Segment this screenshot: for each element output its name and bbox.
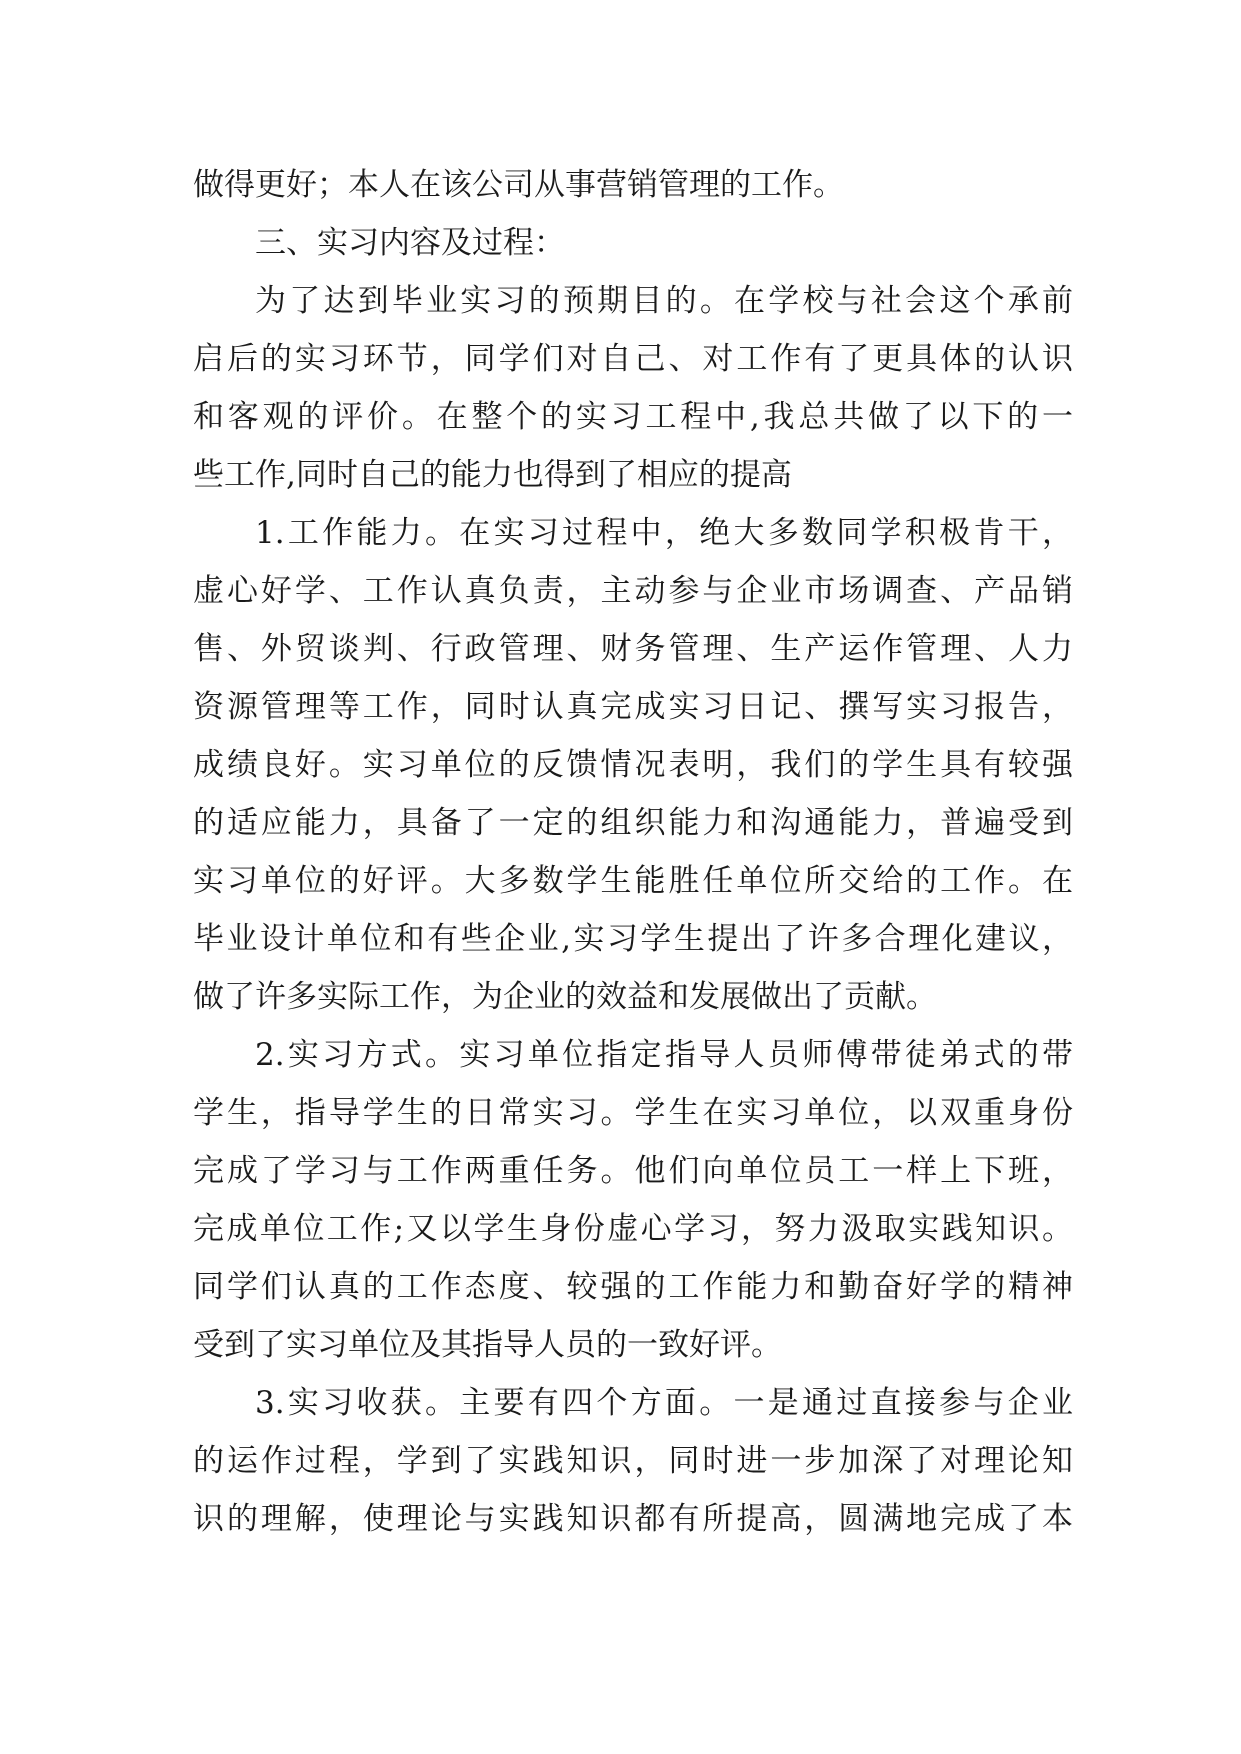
text-line: 的适应能力，具备了一定的组织能力和沟通能力，普遍受到: [193, 805, 1073, 841]
text-line: 为了达到毕业实习的预期目的。在学校与社会这个承前: [255, 283, 1073, 319]
text-line: 售、外贸谈判、行政管理、财务管理、生产运作管理、人力: [193, 631, 1073, 667]
text-line: 受到了实习单位及其指导人员的一致好评。: [193, 1327, 782, 1363]
text-line: 资源管理等工作，同时认真完成实习日记、撰写实习报告，: [193, 689, 1073, 725]
text-line: 完成单位工作;又以学生身份虚心学习，努力汲取实践知识。: [193, 1211, 1073, 1247]
text-line: 的运作过程，学到了实践知识，同时进一步加深了对理论知: [193, 1443, 1073, 1479]
text-line: 些工作,同时自己的能力也得到了相应的提高: [193, 457, 792, 493]
text-line: 毕业设计单位和有些企业,实习学生提出了许多合理化建议，: [193, 921, 1073, 957]
text-line: 识的理解，使理论与实践知识都有所提高，圆满地完成了本: [193, 1501, 1073, 1537]
text-line: 完成了学习与工作两重任务。他们向单位员工一样上下班，: [193, 1153, 1073, 1189]
text-line: 做了许多实际工作，为企业的效益和发展做出了贡献。: [193, 979, 937, 1015]
text-line: 实习单位的好评。大多数学生能胜任单位所交给的工作。在: [193, 863, 1073, 899]
text-line: 1.工作能力。在实习过程中，绝大多数同学积极肯干，: [255, 515, 1073, 551]
text-line: 成绩良好。实习单位的反馈情况表明，我们的学生具有较强: [193, 747, 1073, 783]
text-line: 启后的实习环节，同学们对自己、对工作有了更具体的认识: [193, 341, 1073, 377]
text-line: 和客观的评价。在整个的实习工程中,我总共做了以下的一: [193, 399, 1073, 435]
text-line: 2.实习方式。实习单位指定指导人员师傅带徒弟式的带: [255, 1037, 1073, 1073]
text-line: 同学们认真的工作态度、较强的工作能力和勤奋好学的精神: [193, 1269, 1073, 1305]
text-line: 虚心好学、工作认真负责，主动参与企业市场调查、产品销: [193, 573, 1073, 609]
text-line: 学生，指导学生的日常实习。学生在实习单位，以双重身份: [193, 1095, 1073, 1131]
section-heading: 三、实习内容及过程：: [255, 225, 565, 261]
text-line: 做得更好；本人在该公司从事营销管理的工作。: [193, 167, 844, 203]
text-line: 3.实习收获。主要有四个方面。一是通过直接参与企业: [255, 1385, 1073, 1421]
